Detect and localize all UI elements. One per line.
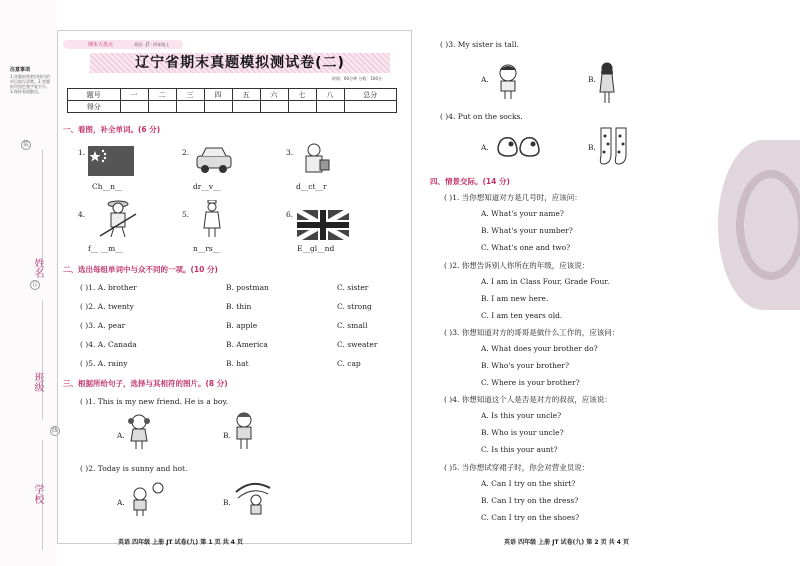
score-cell: 七 [288, 89, 316, 101]
series-label: 英语 · JT · 四年级上 [134, 42, 170, 47]
option-b-label[interactable]: B. [223, 498, 231, 507]
answer-option[interactable]: A. Can I try on the shirt? [481, 479, 576, 488]
windy-child-icon [234, 478, 274, 518]
section-4-title: 四、情景交际。(14 分) [430, 177, 510, 186]
footer-left: 英语 四年级 上册 JT 试卷(九) 第 1 页 共 4 页 [118, 539, 244, 546]
score-cell: 六 [260, 89, 288, 101]
name-label: 姓名 [32, 258, 43, 278]
item-number: 4. [78, 210, 86, 219]
answer-option[interactable]: B. Can I try on the dress? [481, 496, 579, 505]
shoes-icon [496, 128, 542, 162]
answer-option[interactable]: A. What does your brother do? [481, 344, 598, 353]
question-text[interactable]: ( )2. 你想告诉别人你所在的年级，应该说： [444, 261, 590, 270]
score-cell: 得分 [68, 101, 121, 113]
question-text[interactable]: ( )4. Put on the socks. [440, 112, 523, 121]
score-input[interactable] [148, 101, 176, 113]
brand-label: 期末大盘点 [88, 42, 114, 48]
answer-option[interactable]: C. I am ten years old. [481, 311, 563, 320]
china-flag-icon [88, 146, 134, 176]
notes-text: 1.答题前将密封线内的项目填写清楚。2.答题时用黑色签字笔书写。3.保持卷面整洁。 [10, 74, 50, 94]
school-label: 学校 [32, 484, 43, 504]
footer-right: 英语 四年级 上册 JT 试卷(九) 第 2 页 共 4 页 [504, 539, 630, 546]
fill-word[interactable]: f__ __m__ [88, 244, 123, 253]
class-label: 班级 [32, 372, 43, 392]
question-option-a[interactable]: ( )5. A. rainy [80, 359, 128, 368]
item-number: 1. [78, 148, 86, 157]
item-number: 6. [286, 210, 294, 219]
sunny-child-icon [128, 480, 168, 516]
answer-option[interactable]: C. Where is your brother? [481, 378, 580, 387]
item-number: 3. [286, 148, 294, 157]
option-b-label[interactable]: B. [588, 143, 596, 152]
option-a-label[interactable]: A. [117, 498, 125, 507]
score-input[interactable] [344, 101, 397, 113]
fill-word[interactable]: E__gl__nd [297, 244, 335, 253]
fill-word[interactable]: Ch__n__ [92, 182, 123, 191]
section-3-title: 三、根据所给句子，选择与其相符的图片。(8 分) [63, 379, 228, 388]
score-cell: 一 [120, 89, 148, 101]
option-c[interactable]: C. cap [337, 359, 361, 368]
answer-option[interactable]: A. What's your name? [481, 209, 564, 218]
score-value-row [68, 101, 397, 113]
question-text[interactable]: ( )5. 当你想试穿裙子时，你会对营业员说： [444, 463, 590, 472]
score-input[interactable] [176, 101, 204, 113]
socks-icon [598, 126, 632, 168]
option-c[interactable]: C. sister [337, 283, 369, 292]
uk-flag-icon [297, 210, 349, 240]
option-b[interactable]: B. America [226, 340, 268, 349]
score-cell: 五 [232, 89, 260, 101]
score-input[interactable] [316, 101, 344, 113]
question-option-a[interactable]: ( )4. A. Canada [80, 340, 137, 349]
answer-option[interactable]: B. What's your number? [481, 226, 573, 235]
score-cell: 总分 [344, 89, 397, 101]
question-text[interactable]: ( )1. 当你想知道对方是几号时，应该问： [444, 193, 582, 202]
score-cell: 八 [316, 89, 344, 101]
answer-option[interactable]: B. Who's your brother? [481, 361, 569, 370]
seal-mark: 装 [22, 141, 29, 148]
question-text[interactable]: ( )3. 你想知道对方的哥哥是做什么工作的，应该问： [444, 328, 620, 337]
option-a-label[interactable]: A. [481, 75, 489, 84]
answer-option[interactable]: A. Is this your uncle? [481, 411, 562, 420]
score-table [67, 88, 397, 113]
option-b[interactable]: B. postman [226, 283, 269, 292]
score-cell: 题号 [68, 89, 121, 101]
fill-word[interactable]: n__rs__ [193, 244, 221, 253]
answer-option[interactable]: B. Who is your uncle? [481, 428, 564, 437]
item-number: 2. [182, 148, 190, 157]
binding-line [42, 300, 43, 420]
question-text[interactable]: ( )3. My sister is tall. [440, 40, 519, 49]
question-option-a[interactable]: ( )1. A. brother [80, 283, 137, 292]
score-input[interactable] [120, 101, 148, 113]
farmer-icon [96, 198, 140, 238]
seal-mark: 订 [31, 281, 38, 288]
option-c[interactable]: C. strong [337, 302, 372, 311]
answer-option[interactable]: B. I am new here. [481, 294, 549, 303]
option-a-label[interactable]: A. [481, 143, 489, 152]
question-option-a[interactable]: ( )3. A. pear [80, 321, 126, 330]
section-1-title: 一、看图，补全单词。(6 分) [63, 125, 161, 134]
score-header-row [68, 89, 397, 101]
answer-option[interactable]: C. Can I try on the shoes? [481, 513, 580, 522]
option-a-label[interactable]: A. [117, 431, 125, 440]
option-b[interactable]: B. hat [226, 359, 249, 368]
question-text[interactable]: ( )2. Today is sunny and hot. [80, 464, 188, 473]
section-2-title: 二、选出每组单词中与众不同的一项。(10 分) [63, 265, 218, 274]
option-c[interactable]: C. sweater [337, 340, 378, 349]
option-b[interactable]: B. thin [226, 302, 252, 311]
option-b[interactable]: B. apple [226, 321, 258, 330]
tall-girl-icon [598, 62, 616, 104]
question-option-a[interactable]: ( )2. A. twenty [80, 302, 134, 311]
notes-title: 注意事项 [10, 67, 31, 73]
time-info: 时间：60分钟 分数：100分 [332, 76, 382, 81]
fill-word[interactable]: d__ct__r [296, 182, 327, 191]
watermark-stamp [718, 140, 800, 310]
item-number: 5. [182, 210, 190, 219]
score-input[interactable] [288, 101, 316, 113]
car-icon [193, 144, 235, 174]
answer-option[interactable]: C. Is this your aunt? [481, 445, 558, 454]
fill-word[interactable]: dr__v__ [193, 182, 221, 191]
score-input[interactable] [232, 101, 260, 113]
option-b-label[interactable]: B. [588, 75, 596, 84]
boy-icon [233, 412, 255, 450]
score-input[interactable] [260, 101, 288, 113]
score-input[interactable] [204, 101, 232, 113]
girl-icon [128, 414, 150, 450]
answer-option[interactable]: C. What's one and two? [481, 243, 571, 252]
option-b-label[interactable]: B. [223, 431, 231, 440]
short-child-icon [496, 63, 520, 101]
answer-option[interactable]: A. I am in Class Four, Grade Four. [481, 277, 610, 286]
option-c[interactable]: C. small [337, 321, 368, 330]
page-title: 辽宁省期末真题模拟测试卷(二) [135, 55, 345, 71]
question-text[interactable]: ( )4. 你想知道这个人是否是对方的叔叔，应该说： [444, 395, 612, 404]
score-cell: 四 [204, 89, 232, 101]
seal-mark: 线 [51, 427, 58, 434]
score-cell: 三 [176, 89, 204, 101]
score-cell: 二 [148, 89, 176, 101]
doctor-icon [300, 142, 332, 176]
question-text[interactable]: ( )1. This is my new friend. He is a boy. [80, 397, 229, 406]
binding-line [42, 150, 43, 270]
nurse-icon [202, 200, 222, 238]
